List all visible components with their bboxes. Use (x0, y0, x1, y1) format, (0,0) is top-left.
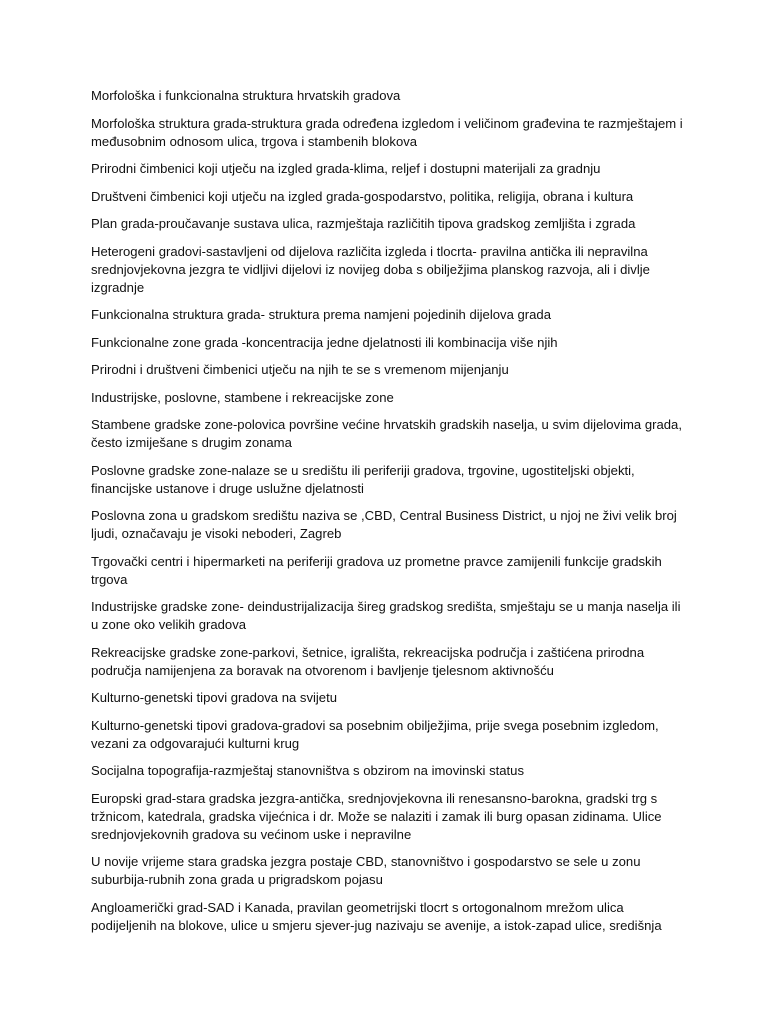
paragraph-angloamericki-grad: Angloamerički grad-SAD i Kanada, pravilan geometrijski tlocrt s ortogonalnom mrežom ulica podijeljenih na blokove, ulice u smjeru sjever-jug nazivaju se avenije, a istok-zapad ulice, središnja (91, 899, 662, 933)
paragraph-rekreacijske-zone: Rekreacijske gradske zone-parkovi, šetnice, igrališta, rekreacijska područja i zaštićena prirodna područja namijenjena za boravak na otvorenom i bavljenje tjelesnom aktivnošću (91, 644, 645, 678)
paragraph-funkcionalne-zone: Funkcionalne zone grada -koncentracija jedne djelatnosti ili kombinacija više njih (91, 334, 558, 350)
paragraph-europski-grad: Europski grad-stara gradska jezgra-antička, srednjovjekovna ili renesansno-barokna, gradski trg s tržnicom, katedrala, gradska vijećnica i dr. Može se nalaziti i zamak ili burg opasan zidinama. Ulice srednjovjekovnih gradova su većinom uske i nepravilne (91, 790, 662, 842)
document-page (91, 87, 691, 944)
paragraph-funkcionalna-struktura: Funkcionalna struktura grada- struktura prema namjeni pojedinih dijelova grada (91, 307, 551, 322)
paragraph-cbd: Poslovna zona u gradskom središtu naziva se ,CBD, Central Business District, u njoj ne živi velik broj ljudi, označavaju je visoki neboderi, Zagreb (91, 508, 677, 541)
paragraph-stambene-zone: Stambene gradske zone-polovica površine većine hrvatskih gradskih naselja, u svim dijelovima grada, često izmiješane s drugim zonama (91, 417, 682, 450)
paragraph-kulturno-genetski-tipovi: Kulturno-genetski tipovi gradova-gradovi sa posebnim obilježjima, prije svega posebnim izgledom, vezani za odgovarajući kulturni krug (91, 717, 659, 751)
paragraph-drustveni-cimbenici: Društveni čimbenici koji utječu na izgled grada-gospodarstvo, politika, religija, obrana i kultura (91, 188, 634, 204)
document-heading: Morfološka i funkcionalna struktura hrvatskih gradova (91, 88, 401, 103)
paragraph-plan-grada: Plan grada-proučavanje sustava ulica, razmještaja različitih tipova gradskog zemljišta i zgrada (91, 216, 636, 231)
paragraph-prirodni-cimbenici: Prirodni čimbenici koji utječu na izgled grada-klima, reljef i dostupni materijali za gradnju (91, 161, 601, 176)
paragraph-kulturno-genetski-naslov: Kulturno-genetski tipovi gradova na svijetu (91, 690, 338, 705)
paragraph-industrijske-zone: Industrijske gradske zone- deindustrijalizacija šireg gradskog središta, smještaju se u manja naselja ili u zone oko velikih gradova (91, 599, 681, 632)
paragraph-trgovacki-centri: Trgovački centri i hipermarketi na periferiji gradova uz prometne pravce zamijenili funkcije gradskih trgova (91, 553, 662, 587)
paragraph-suburbija: U novije vrijeme stara gradska jezgra postaje CBD, stanovništvo i gospodarstvo se sele u zonu suburbija-rubnih zona grada u prigradskom pojasu (91, 854, 641, 887)
paragraph-heterogeni-gradovi: Heterogeni gradovi-sastavljeni od dijelova različita izgleda i tlocrta- pravilna antička ili nepravilna srednjovjekovna jezgra te vidljivi dijelovi iz novijeg doba s obilježjima planskog razvoja, ali i divlje izgradnje (91, 243, 650, 295)
paragraph-cimbenici-zone: Prirodni i društveni čimbenici utječu na njih te se s vremenom mijenjanju (91, 362, 509, 377)
paragraph-vrste-zona: Industrijske, poslovne, stambene i rekreacijske zone (91, 389, 394, 405)
paragraph-poslovne-zone: Poslovne gradske zone-nalaze se u središtu ili periferiji gradova, trgovine, ugostiteljski objekti, financijske ustanove i druge uslužne djelatnosti (91, 462, 635, 496)
paragraph-socijalna-topografija: Socijalna topografija-razmještaj stanovništva s obzirom na imovinski status (91, 763, 525, 778)
paragraph-morfoloska-struktura: Morfološka struktura grada-struktura grada određena izgledom i veličinom građevina te razmještajem i međusobnim odnosom ulica, trgova i stambenih blokova (91, 115, 683, 149)
